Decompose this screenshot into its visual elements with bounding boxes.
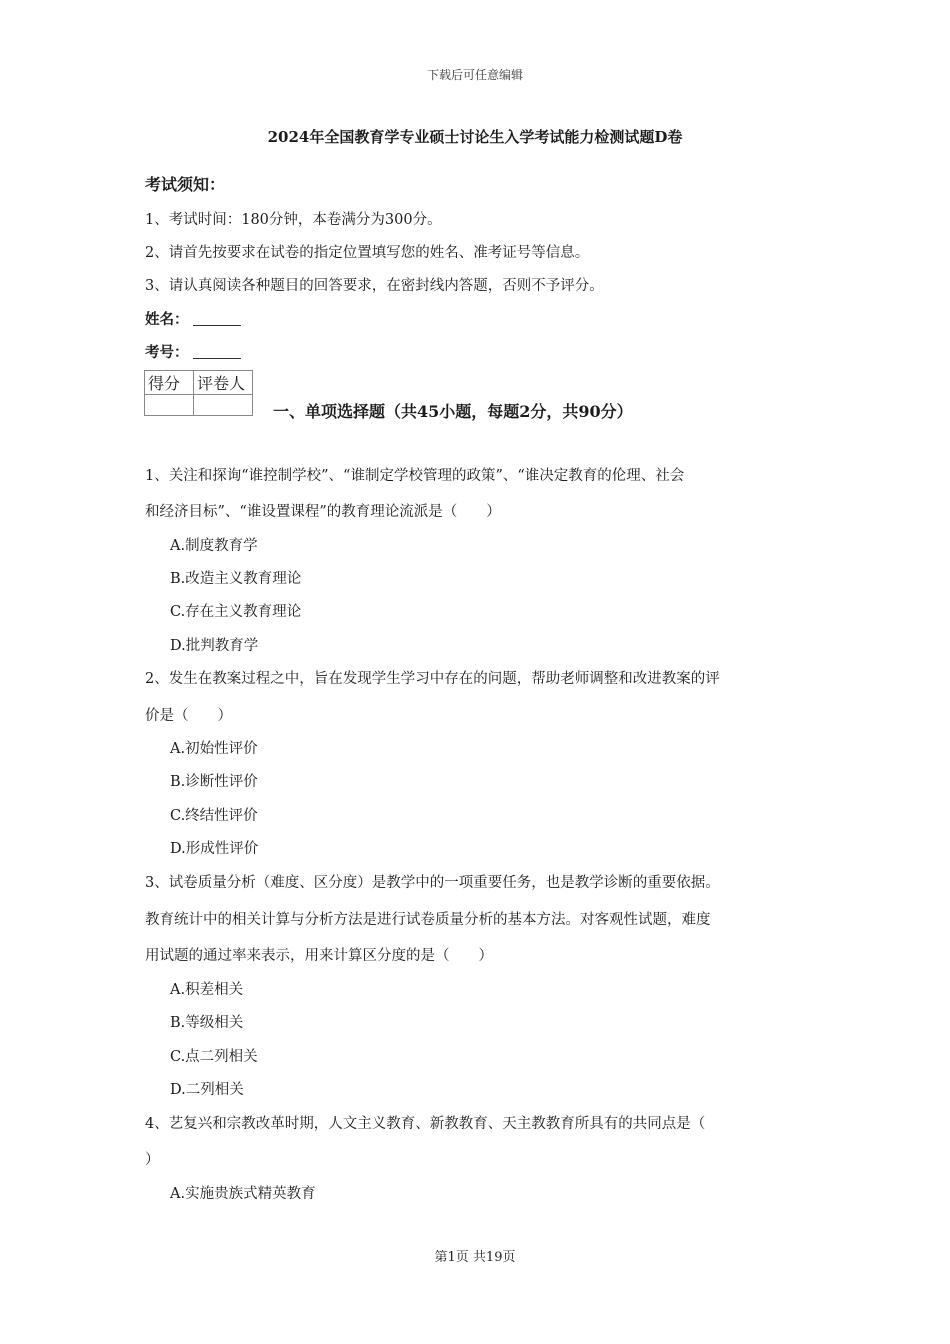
question-text: ）: [145, 1152, 160, 1168]
score-cell[interactable]: [145, 395, 194, 416]
question-text: 4、艺复兴和宗教改革时期，人文主义教育、新教教育、天主教教育所具有的共同点是（: [145, 1116, 706, 1132]
option[interactable]: A.积差相关: [170, 982, 244, 998]
question-text: 教育统计中的相关计算与分析方法是进行试卷质量分析的基本方法。对客观性试题，难度: [145, 912, 711, 928]
option[interactable]: B.等级相关: [170, 1015, 244, 1031]
id-blank[interactable]: [193, 344, 241, 359]
id-field: [145, 341, 241, 362]
option[interactable]: D.批判教育学: [170, 638, 259, 654]
option[interactable]: A.实施贵族式精英教育: [170, 1186, 316, 1202]
option[interactable]: B.诊断性评价: [170, 774, 258, 790]
grader-header: 评卷人: [194, 371, 253, 395]
notice-item: 3、请认真阅读各种题目的回答要求，在密封线内答题，否则不予评分。: [145, 278, 604, 294]
name-field: [145, 308, 241, 329]
page-title: 2024年全国教育学专业硕士讨论生入学考试能力检测试题D卷: [267, 128, 683, 146]
name-blank[interactable]: [193, 311, 241, 326]
score-table: [144, 370, 253, 416]
question-text: 2、发生在教案过程之中，旨在发现学生学习中存在的问题，帮助老师调整和改进教案的评: [145, 671, 720, 687]
question-text: 和经济目标”、“谁设置课程”的教育理论流派是（ ）: [145, 504, 501, 520]
question-text: 用试题的通过率来表示，用来计算区分度的是（ ）: [145, 948, 493, 964]
option[interactable]: C.终结性评价: [170, 808, 258, 824]
id-label: 考号：: [145, 344, 189, 361]
section-title: 一、单项选择题（共45小题，每题2分，共90分）: [273, 402, 633, 421]
option[interactable]: A.制度教育学: [170, 538, 258, 554]
option[interactable]: D.形成性评价: [170, 841, 259, 857]
option[interactable]: C.存在主义教育理论: [170, 604, 302, 620]
option[interactable]: B.改造主义教育理论: [170, 571, 302, 587]
question-text: 1、关注和探询“谁控制学校”、“谁制定学校管理的政策”、“谁决定教育的伦理、社会: [145, 468, 685, 484]
score-header: 得分: [145, 371, 194, 395]
option[interactable]: A.初始性评价: [170, 741, 258, 757]
option[interactable]: D.二列相关: [170, 1082, 244, 1098]
grader-cell[interactable]: [194, 395, 253, 416]
option[interactable]: C.点二列相关: [170, 1049, 258, 1065]
notice-heading: 考试须知：: [145, 175, 226, 194]
notice-item: 2、请首先按要求在试卷的指定位置填写您的姓名、准考证号等信息。: [145, 245, 590, 261]
question-text: 3、试卷质量分析（难度、区分度）是教学中的一项重要任务，也是教学诊断的重要依据。: [145, 875, 720, 891]
page-footer: 第1页 共19页: [434, 1250, 516, 1265]
notice-item: 1、考试时间：180分钟，本卷满分为300分。: [145, 212, 442, 228]
question-text: 价是（ ）: [145, 708, 232, 724]
header-note: 下载后可任意编辑: [426, 68, 523, 82]
name-label: 姓名：: [145, 311, 189, 328]
